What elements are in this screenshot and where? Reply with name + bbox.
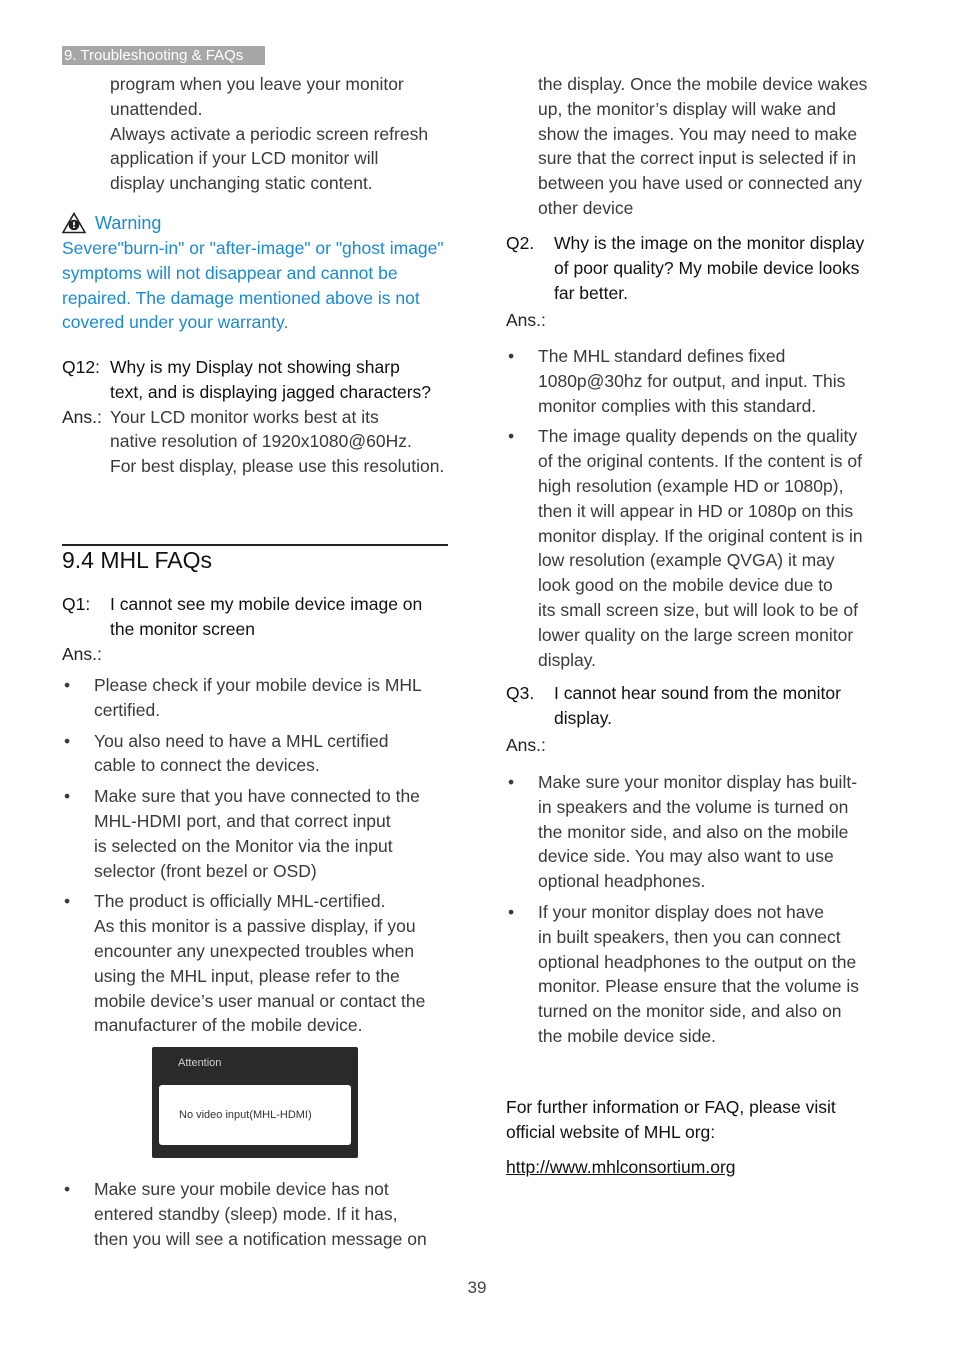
list-item: • The product is officially MHL-certified. As this monitor is a passive display, if you encounter any unexpected troubles when using the MHL input, please refer to the mobile device’s user manual or contact the manufacturer of the mobile device. bbox=[64, 891, 426, 1036]
osd-title: Attention bbox=[178, 1057, 222, 1069]
osd-message: No video input(MHL-HDMI) bbox=[159, 1085, 351, 1145]
list-item: • The MHL standard defines fixed 1080p@30hz for output, and input. This monitor complies with this standard. bbox=[508, 346, 846, 416]
faq-q3 bbox=[506, 681, 896, 757]
further-info: For further information or FAQ, please visit official website of MHL org: bbox=[506, 1097, 836, 1142]
warning-heading bbox=[62, 211, 452, 235]
text-line: symptoms will not disappear and cannot be bbox=[62, 262, 398, 283]
text-line: native resolution of 1920x1080@60Hz. bbox=[110, 431, 412, 452]
list-item: • Make sure that you have connected to the MHL-HDMI port, and that correct input is selected on the Monitor via the input selector (front bezel or OSD) bbox=[64, 786, 420, 881]
osd-attention-dialog bbox=[152, 1047, 358, 1158]
mhl-website-link[interactable]: http://www.mhlconsortium.org bbox=[506, 1157, 736, 1177]
question-label: Q12: bbox=[62, 357, 100, 377]
standby-bullet-list bbox=[62, 1177, 452, 1257]
list-item: • The image quality depends on the quality of the original contents. If the content is of high resolution (example HD or 1080p), then it will appear in HD or 1080p on this monitor display. If the original content is in low resolution (example QVGA) it may look good on the mobile device due to its small screen size, but will look to be of lower quality on the large screen monitor display. bbox=[508, 426, 863, 670]
question-label: Q2. bbox=[506, 233, 535, 253]
answer-label: Ans.: bbox=[62, 406, 102, 427]
faq-q2 bbox=[506, 231, 896, 333]
answer-label: Ans.: bbox=[506, 734, 546, 755]
warning-icon bbox=[62, 212, 86, 234]
question-label: Q3. bbox=[506, 683, 535, 703]
warning-text bbox=[62, 236, 452, 335]
question: Q2. Why is the image on the monitor display of poor quality? My mobile device looks far better. bbox=[506, 231, 896, 305]
faq-q12 bbox=[62, 355, 452, 479]
question bbox=[62, 355, 452, 405]
text-line: text, and is displaying jagged characters? bbox=[110, 381, 432, 402]
text-line: program when you leave your monitor bbox=[110, 74, 404, 94]
page-number: 39 bbox=[467, 1278, 487, 1297]
section-title: 9.4 MHL FAQs bbox=[62, 547, 212, 573]
list-item: • If your monitor display does not have in built speakers, then you can connect optional headphones to the output on the monitor. Please ensure that the volume is turned on the monitor side, and also on the mobile device side. bbox=[508, 901, 860, 1046]
text-line: Severe"burn-in" or "after-image" or "ghost image" bbox=[62, 238, 444, 258]
text-line: Why is my Display not showing sharp bbox=[110, 357, 400, 377]
q3-bullet-list bbox=[506, 770, 896, 1055]
text-line: Your LCD monitor works best at its bbox=[110, 406, 379, 427]
warning-title: Warning bbox=[95, 213, 162, 233]
answer bbox=[62, 405, 452, 479]
text-line: the monitor screen bbox=[110, 618, 255, 639]
list-item: • Please check if your mobile device is MHL certified. bbox=[64, 675, 422, 720]
question bbox=[62, 592, 452, 642]
list-item: • You also need to have a MHL certified cable to connect the devices. bbox=[64, 730, 389, 776]
intro-paragraph bbox=[62, 72, 452, 196]
text-line: For best display, please use this resolution. bbox=[110, 456, 445, 477]
text-line: covered under your warranty. bbox=[62, 312, 289, 333]
text-line: Always activate a periodic screen refresh bbox=[110, 123, 429, 144]
question: Q3. I cannot hear sound from the monitor display. bbox=[506, 681, 896, 731]
continued-paragraph: the display. Once the mobile device wakes up, the monitor’s display will wake and show the images. You may need to make sure that the correct input is selected if in between you have used or connected any other device bbox=[538, 74, 868, 218]
link-row bbox=[506, 1157, 896, 1178]
q1-bullet-list bbox=[62, 673, 452, 1044]
text-line: application if your LCD monitor will bbox=[110, 148, 379, 169]
warning-box bbox=[62, 211, 452, 335]
text-line: display unchanging static content. bbox=[110, 173, 373, 194]
text-line: I cannot see my mobile device image on bbox=[110, 594, 423, 614]
faq-q1 bbox=[62, 592, 452, 666]
text-line: unattended. bbox=[110, 98, 203, 119]
answer-label: Ans.: bbox=[62, 643, 102, 664]
list-item: • Make sure your mobile device has not entered standby (sleep) mode. If it has, then you will see a notification message on bbox=[64, 1179, 427, 1249]
section-tab: 9. Troubleshooting & FAQs bbox=[62, 46, 265, 65]
answer-label: Ans.: bbox=[506, 310, 546, 331]
q2-bullet-list bbox=[506, 344, 896, 678]
text-line: repaired. The damage mentioned above is not bbox=[62, 287, 420, 308]
list-item: • Make sure your monitor display has built- in speakers and the volume is turned on the monitor side, and also on the mobile device side. You may also want to use optional headphones. bbox=[508, 772, 858, 892]
question-label: Q1: bbox=[62, 594, 91, 614]
